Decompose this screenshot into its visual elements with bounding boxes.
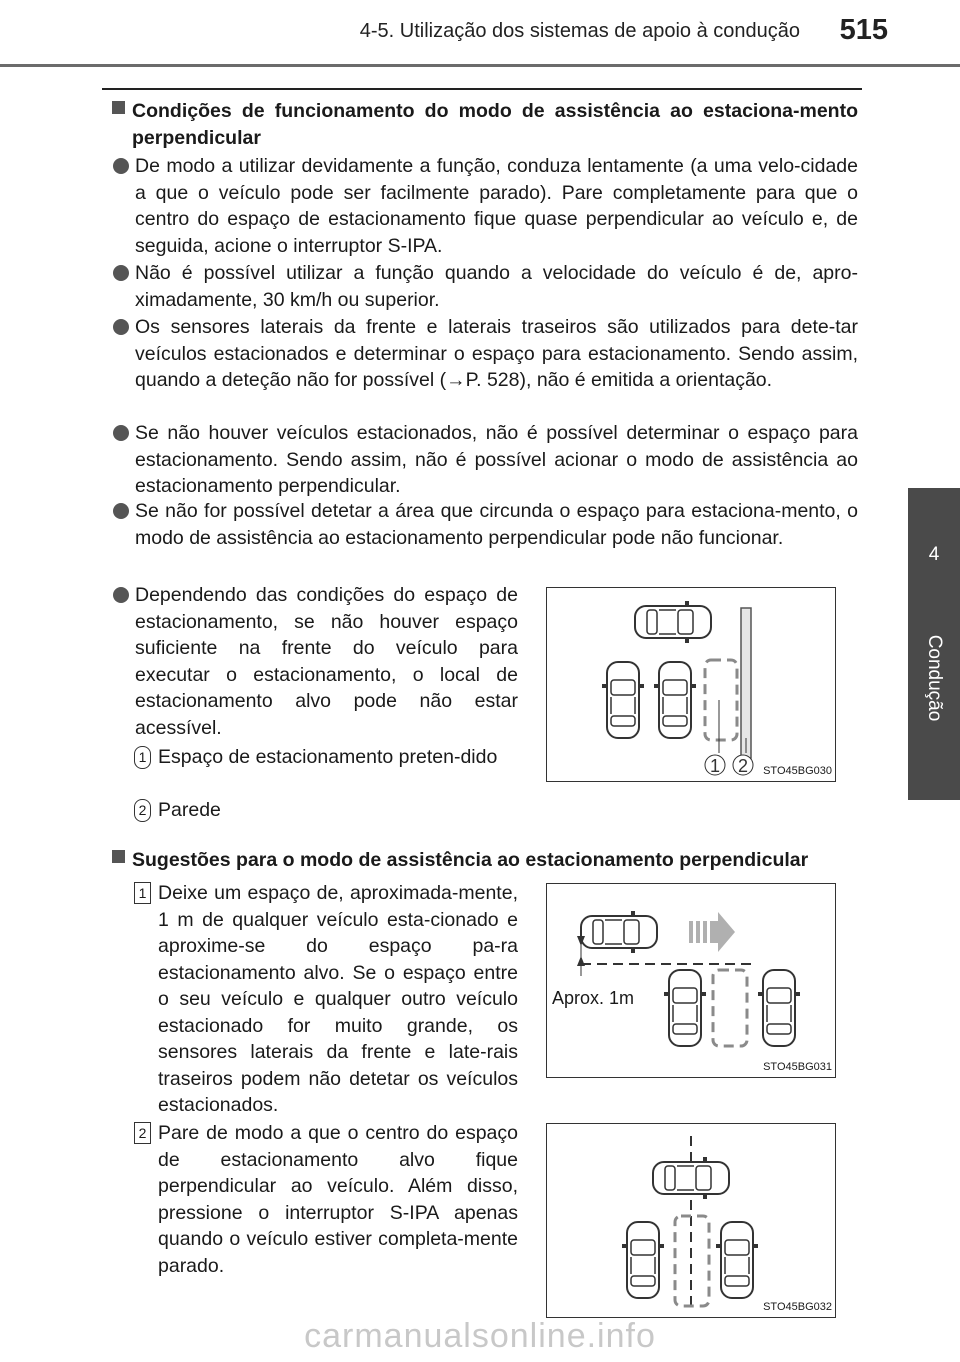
parked-car-icon — [602, 662, 644, 738]
distance-label: Aprox. 1m — [552, 988, 635, 1008]
section-rule — [102, 88, 862, 90]
circle-bullet-icon — [113, 319, 129, 335]
bullet-item — [135, 153, 858, 259]
bullet-item — [135, 314, 858, 394]
callout-number: 1 — [134, 746, 151, 769]
square-bullet-icon — [112, 850, 125, 863]
own-car-icon — [581, 911, 657, 953]
legend-text: Parede — [158, 799, 221, 821]
figure-code: STO45BG031 — [763, 1061, 832, 1073]
step-item — [138, 880, 518, 1119]
section2-heading: Sugestões para o modo de assistência ao estacionamento perpendicular — [132, 849, 809, 871]
bullet-text: Se não houver veículos estacionados, não é possível determinar o espaço para estacionamento. Sendo assim, não é possível acionar o modo de assistência ao estacionamento perpendicular. — [135, 422, 858, 497]
bullet-text: Não é possível utilizar a função quando a velocidade do veículo é de, apro-ximadamente, 30 km/h ou superior. — [135, 262, 858, 311]
callout-number: 2 — [134, 799, 151, 822]
figure-stop-position-diagram — [546, 1123, 836, 1318]
direction-arrow-icon — [689, 912, 735, 952]
circle-bullet-icon — [113, 425, 129, 441]
callout-2: 2 — [737, 756, 749, 776]
step-text: Pare de modo a que o centro do espaço de estacionamento alvo fique perpendicular ao veículo. Além disso, pressione o interruptor S-IPA apenas quando o veículo estiver completa-mente parado. — [158, 1122, 518, 1277]
bullet-item — [135, 582, 518, 741]
figure-parking-space-diagram — [546, 587, 836, 782]
parked-car-icon — [758, 970, 800, 1046]
own-car-icon — [635, 601, 711, 643]
legend-text: Espaço de estacionamento preten-dido — [158, 746, 498, 768]
bullet-text: De modo a utilizar devidamente a função, conduza lentamente (a uma velo-cidade a que o veículo pode ser facilmente parado). Pare completamente para que o centro do espaço de estacionamento fique quase perpendicular ao veículo e, de seguida, acione o interruptor S-IPA. — [135, 155, 858, 257]
legend-item — [138, 797, 518, 824]
circle-bullet-icon — [113, 265, 129, 281]
target-space-outline — [713, 970, 747, 1046]
step-number: 2 — [134, 1122, 151, 1144]
own-car-icon — [653, 1157, 729, 1199]
section2-heading-block — [132, 847, 872, 874]
bullet-text: Se não for possível detetar a área que circunda o espaço para estaciona-mento, o modo de assistência ao estacionamento perpendicular pode não funcionar. — [135, 500, 858, 549]
running-header-title: 4-5. Utilização dos sistemas de apoio à condução — [359, 20, 800, 42]
chapter-number: 4 — [928, 544, 940, 565]
callout-1: 1 — [709, 756, 721, 776]
bullet-item — [135, 420, 858, 500]
circle-bullet-icon — [113, 503, 129, 519]
legend-item — [138, 744, 518, 771]
step-item — [138, 1120, 518, 1279]
target-space-outline — [705, 660, 737, 740]
watermark: carmanualsonline.info — [304, 1317, 656, 1355]
target-space-outline — [675, 1216, 709, 1306]
parked-car-icon — [716, 1222, 758, 1298]
step-number: 1 — [134, 882, 151, 904]
bullet-text: Os sensores laterais da frente e laterais traseiros são utilizados para dete-tar veículos estacionados e determinar o espaço para estacionamento. Sendo assim, quando a deteção não for possível (→P. 528), não é emitida a orientação. — [135, 316, 858, 391]
header-rule — [0, 64, 960, 67]
bullet-item — [135, 498, 858, 551]
wall-shape — [741, 608, 751, 758]
figure-code: STO45BG030 — [763, 765, 832, 777]
chapter-side-tab — [908, 488, 960, 800]
step-text: Deixe um espaço de, aproximada-mente, 1 m de qualquer veículo esta-cionado e aproxime-se do espaço pa-ra estacionamento alvo. Se o espaço entre o seu veículo e qualquer outro veículo estacionado for muito grande, os sensores laterais da frente e late-rais traseiros podem não detetar os veículos estacionados. — [158, 882, 518, 1116]
bullet-item — [135, 260, 858, 313]
parked-car-icon — [654, 662, 696, 738]
square-bullet-icon — [112, 101, 125, 114]
section1-heading-block — [132, 98, 858, 151]
figure-approach-distance-diagram — [546, 883, 836, 1078]
circle-bullet-icon — [113, 587, 129, 603]
parked-car-icon — [664, 970, 706, 1046]
section1-heading: Condições de funcionamento do modo de assistência ao estaciona-mento perpendicular — [132, 100, 858, 149]
chapter-label: Condução — [924, 634, 945, 722]
parked-car-icon — [622, 1222, 664, 1298]
figure-code: STO45BG032 — [763, 1301, 832, 1313]
bullet-text: Dependendo das condições do espaço de estacionamento, se não houver espaço suficiente na frente do veículo para executar o estacionamento, o local de estacionamento alvo pode não estar acessível. — [135, 584, 518, 739]
circle-bullet-icon — [113, 158, 129, 174]
page-number: 515 — [839, 14, 888, 46]
